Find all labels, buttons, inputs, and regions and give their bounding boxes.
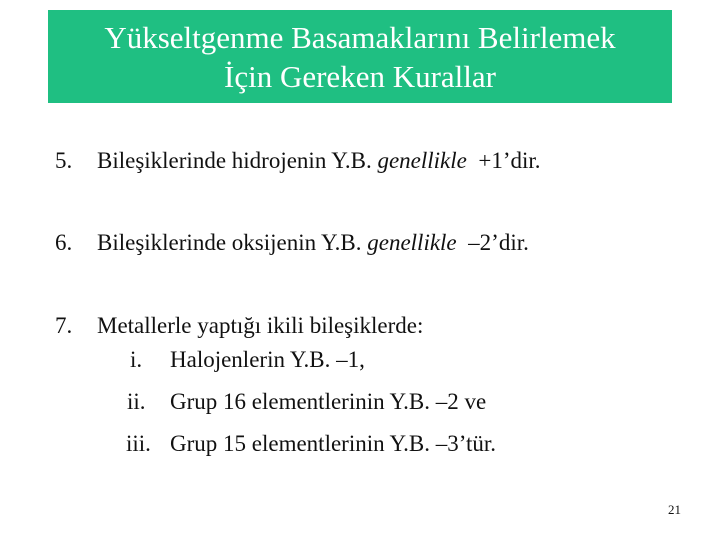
page-number: 21 (668, 502, 681, 517)
subrule-text: Grup 15 elementlerinin Y.B. –3’tür. (170, 431, 497, 456)
rule-text: Bileşiklerinde oksijenin Y.B. genellikle –2’dir. (97, 230, 529, 255)
slide-title-banner (48, 10, 672, 103)
rule-text: Metallerle yaptığı ikili bileşiklerde: (97, 313, 424, 338)
rule-emphasis: genellikle (377, 148, 467, 173)
rule-text: Bileşiklerinde hidrojenin Y.B. genellikle +1’dir. (97, 148, 541, 173)
title-line-2: İçin Gereken Kurallar (224, 59, 496, 94)
rule-emphasis: genellikle (367, 230, 457, 255)
subrule-marker: ii. (127, 389, 146, 414)
subrule-marker: i. (130, 347, 143, 372)
subrule-marker: iii. (126, 431, 151, 456)
rule-number: 6. (55, 230, 73, 255)
rule-number: 5. (55, 148, 73, 173)
subrule-text: Halojenlerin Y.B. –1, (170, 347, 365, 372)
subrule-text: Grup 16 elementlerinin Y.B. –2 ve (170, 389, 487, 414)
title-line-1: Yükseltgenme Basamaklarını Belirlemek (104, 20, 616, 55)
rule-number: 7. (55, 313, 73, 338)
